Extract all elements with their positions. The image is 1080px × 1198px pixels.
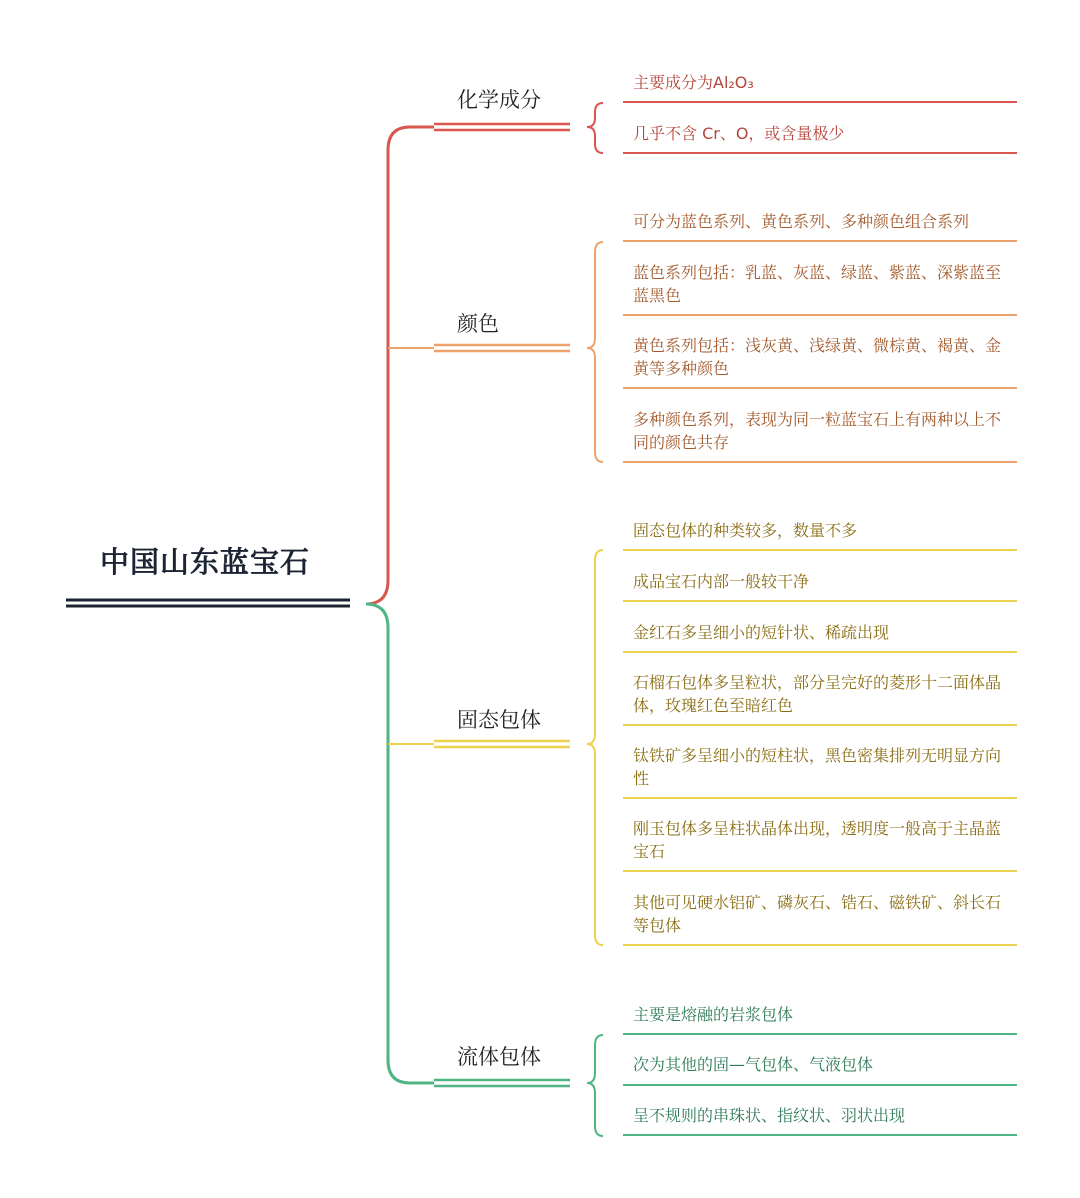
bracket-chemistry xyxy=(587,103,603,153)
main-connector-upper xyxy=(366,127,434,604)
leaf-item: 金红石多呈细小的短针状、稀疏出现 xyxy=(633,623,890,642)
leaf-item: 石榴石包体多呈粒状，部分呈完好的菱形十二面体晶体，玫瑰红色至暗红色 xyxy=(633,673,1002,715)
leaf-item: 多种颜色系列，表现为同一粒蓝宝石上有两种以上不同的颜色共存 xyxy=(633,410,1002,452)
branch-title-fluid-inclusions: 流体包体 xyxy=(457,1045,541,1069)
leaf-item: 主要是熔融的岩浆包体 xyxy=(633,1005,794,1024)
leaf-item: 呈不规则的串珠状、指纹状、羽状出现 xyxy=(633,1106,906,1125)
leaf-item: 蓝色系列包括：乳蓝、灰蓝、绿蓝、紫蓝、深紫蓝至蓝黑色 xyxy=(633,263,1002,305)
bracket-solid xyxy=(587,550,603,945)
branch-underline-fluid xyxy=(434,1080,570,1086)
leaf-item: 成品宝石内部一般较干净 xyxy=(633,572,810,591)
leaf-item: 几乎不含 Cr、O，或含量极少 xyxy=(633,124,845,143)
leaf-item: 次为其他的固—气包体、气液包体 xyxy=(633,1055,874,1074)
root-title: 中国山东蓝宝石 xyxy=(100,545,311,579)
branch-underline-solid xyxy=(434,741,570,747)
branch-underline-chemistry xyxy=(434,124,570,130)
branch-title-solid-inclusions: 固态包体 xyxy=(457,708,541,732)
leaf-item: 可分为蓝色系列、黄色系列、多种颜色组合系列 xyxy=(633,212,970,231)
leaf-item: 固态包体的种类较多，数量不多 xyxy=(633,521,858,540)
main-connector-lower xyxy=(366,604,434,1083)
bracket-fluid xyxy=(587,1035,603,1136)
branch-title-color: 颜色 xyxy=(457,312,499,336)
leaf-item: 主要成分为Al₂O₃ xyxy=(633,73,754,92)
branch-underline-color xyxy=(434,345,570,351)
leaf-item: 钛铁矿多呈细小的短柱状，黑色密集排列无明显方向性 xyxy=(633,746,1002,788)
leaf-item: 黄色系列包括：浅灰黄、浅绿黄、微棕黄、褐黄、金黄等多种颜色 xyxy=(633,336,1002,378)
leaf-item: 其他可见硬水铝矿、磷灰石、锆石、磁铁矿、斜长石等包体 xyxy=(633,893,1002,935)
branch-title-chemistry: 化学成分 xyxy=(457,88,541,112)
bracket-color xyxy=(587,242,603,462)
leaf-item: 刚玉包体多呈柱状晶体出现，透明度一般高于主晶蓝宝石 xyxy=(633,819,1002,861)
